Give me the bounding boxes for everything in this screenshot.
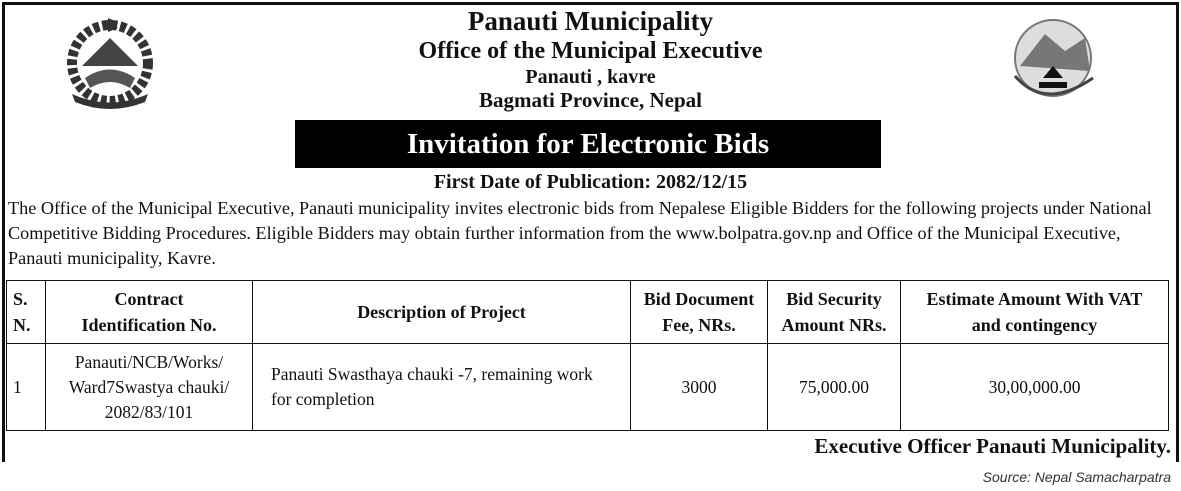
publication-date: First Date of Publication: 2082/12/15 xyxy=(433,171,748,193)
notice-banner: Invitation for Electronic Bids xyxy=(295,120,881,168)
table-row xyxy=(7,344,1169,431)
cell-estimate: 30,00,000.00 xyxy=(901,344,1169,431)
province-line: Bagmati Province, Nepal xyxy=(478,88,702,112)
col-security: Bid Security Amount NRs. xyxy=(768,281,901,344)
municipality-title: Panauti Municipality xyxy=(467,6,714,36)
col-description: Description of Project xyxy=(253,281,631,344)
intro-paragraph: The Office of the Municipal Executive, Panauti municipality invites electronic bids from Nepalese Eligible Bidders for the following projects under National Competitive Bidding Procedures. Eligible Bidders may obtain further information from the www.bolpatra.gov.np and Office of the Municipal Executive, Panauti municipality, Kavre. xyxy=(8,198,1152,268)
location-line: Panauti , kavre xyxy=(525,66,656,88)
col-sn: S. N. xyxy=(7,281,46,344)
col-fee: Bid Document Fee, NRs. xyxy=(631,281,768,344)
table-header-row xyxy=(7,281,1169,344)
col-estimate: Estimate Amount With VAT and contingency xyxy=(901,281,1169,344)
cell-description: Panauti Swasthaya chauki -7, remaining work for completion xyxy=(253,344,631,431)
col-contract-id: Contract Identification No. xyxy=(46,281,253,344)
office-title: Office of the Municipal Executive xyxy=(418,38,763,64)
cell-sn: 1 xyxy=(7,344,46,431)
signature-line: Executive Officer Panauti Municipality. xyxy=(814,434,1171,458)
cell-fee: 3000 xyxy=(631,344,768,431)
cell-security: 75,000.00 xyxy=(768,344,901,431)
cell-contract-id: Panauti/NCB/Works/ Ward7Swastya chauki/ 2082/83/101 xyxy=(46,344,253,431)
source-credit: Source: Nepal Samacharpatra xyxy=(982,469,1171,485)
bid-table xyxy=(6,280,1169,431)
